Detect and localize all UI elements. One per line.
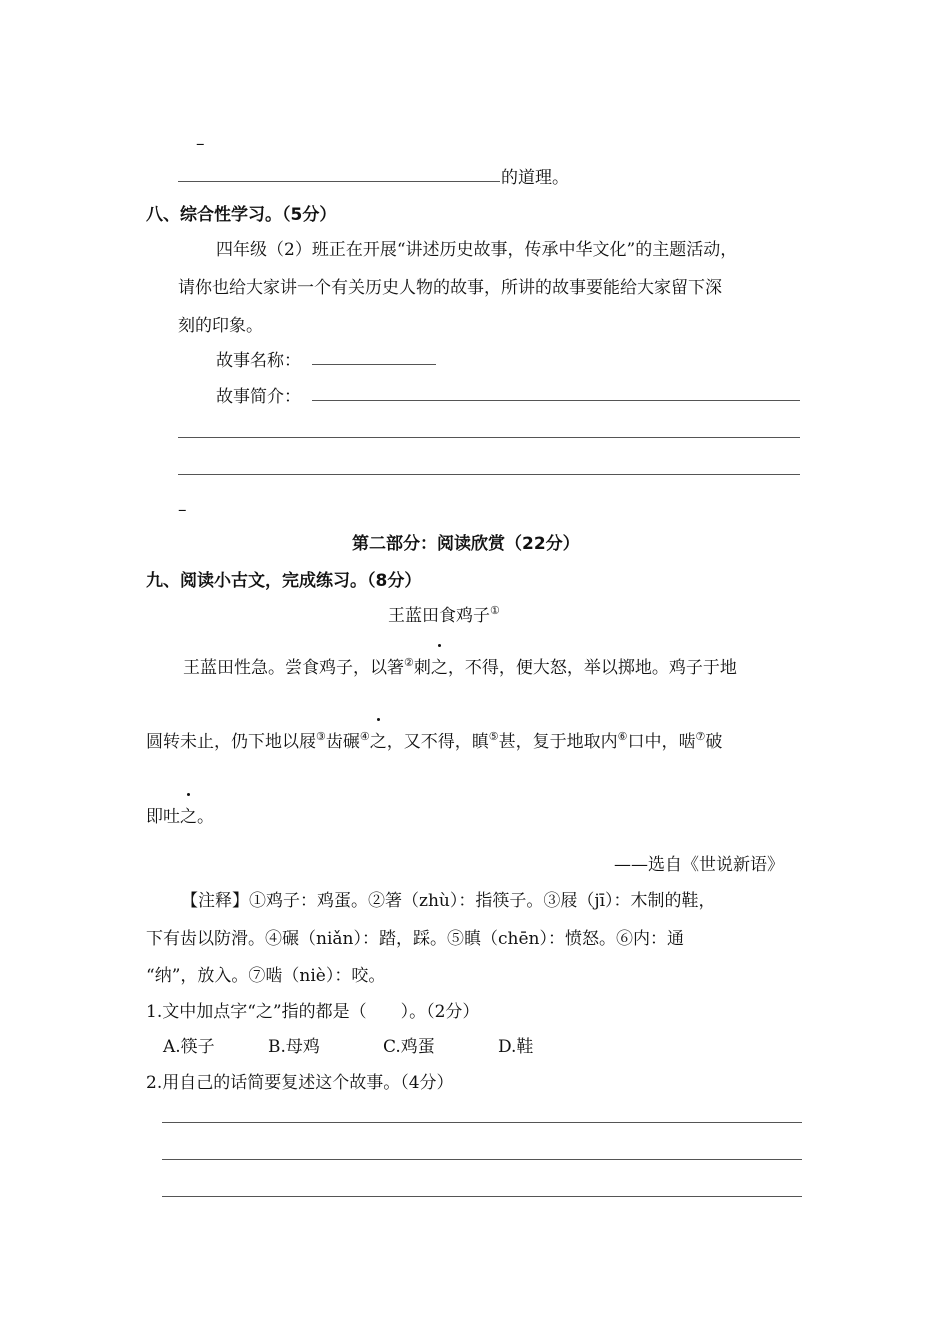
story-name-label: 故事名称：: [216, 351, 301, 371]
question-2: 2.用自己的话简要复述这个故事。（4分）: [146, 1073, 454, 1093]
question-1: 1.文中加点字“之”指的都是（ ）。（2分）: [146, 1002, 480, 1022]
section-8-title: 八、综合性学习。（5分）: [146, 205, 337, 225]
passage-line: 圆转未止，仍下地以屐③齿碾④之，又不得，瞋⑤甚，复于地取内⑥口中，啮⑦破: [146, 727, 722, 752]
footnote-marker: ①: [490, 604, 500, 617]
notes-line: 下有齿以防滑。④碾（niǎn）：踏，踩。⑤瞋（chēn）：愤怒。⑥内：通: [146, 929, 684, 949]
q1-option-d[interactable]: D.鞋: [498, 1037, 534, 1057]
emphasized-character: 之: [431, 653, 448, 678]
passage-line: 即吐之。: [146, 802, 214, 827]
q2-answer-line[interactable]: [162, 1122, 802, 1123]
q1-option-a[interactable]: A.筷子: [163, 1037, 215, 1057]
section-8-prompt-line: 请你也给大家讲一个有关历史人物的故事，所讲的故事要能给大家留下深: [178, 278, 722, 298]
passage-line: 王蓝田性急。尝食鸡子，以箸②刺之，不得，便大怒，举以掷地。鸡子于地: [183, 653, 737, 678]
section-8-prompt-line: 刻的印象。: [178, 316, 263, 336]
q1-option-b[interactable]: B.母鸡: [268, 1037, 320, 1057]
passage-source: ——选自《世说新语》: [614, 855, 784, 875]
stray-dash: –: [178, 500, 187, 520]
q2-answer-line[interactable]: [162, 1196, 802, 1197]
q1-option-c[interactable]: C.鸡蛋: [383, 1037, 435, 1057]
passage-title: 王蓝田食鸡子①: [388, 604, 500, 626]
notes-line: 【注释】①鸡子：鸡蛋。②箸（zhù）：指筷子。③屐（jī）：木制的鞋，: [181, 891, 716, 911]
story-summary-label: 故事简介：: [216, 387, 301, 407]
section-8-prompt-line: 四年级（2）班正在开展“讲述历史故事，传承中华文化”的主题活动，: [216, 240, 738, 260]
emphasized-character: 之: [180, 802, 197, 827]
section-9-title: 九、阅读小古文，完成练习。（8分）: [146, 571, 422, 591]
story-name-input-line[interactable]: [312, 364, 436, 365]
story-summary-input-line[interactable]: [178, 474, 800, 475]
answer-line[interactable]: [178, 181, 500, 182]
q2-answer-line[interactable]: [162, 1159, 802, 1160]
emphasized-character: 之: [370, 727, 387, 752]
story-summary-input-line[interactable]: [312, 400, 800, 401]
part-2-heading: 第二部分：阅读欣赏（22分）: [352, 534, 580, 554]
story-summary-input-line[interactable]: [178, 437, 800, 438]
answer-line-suffix: 的道理。: [501, 168, 569, 188]
stray-dash: –: [196, 134, 205, 154]
notes-line: “纳”，放入。⑦啮（niè）：咬。: [146, 966, 386, 986]
